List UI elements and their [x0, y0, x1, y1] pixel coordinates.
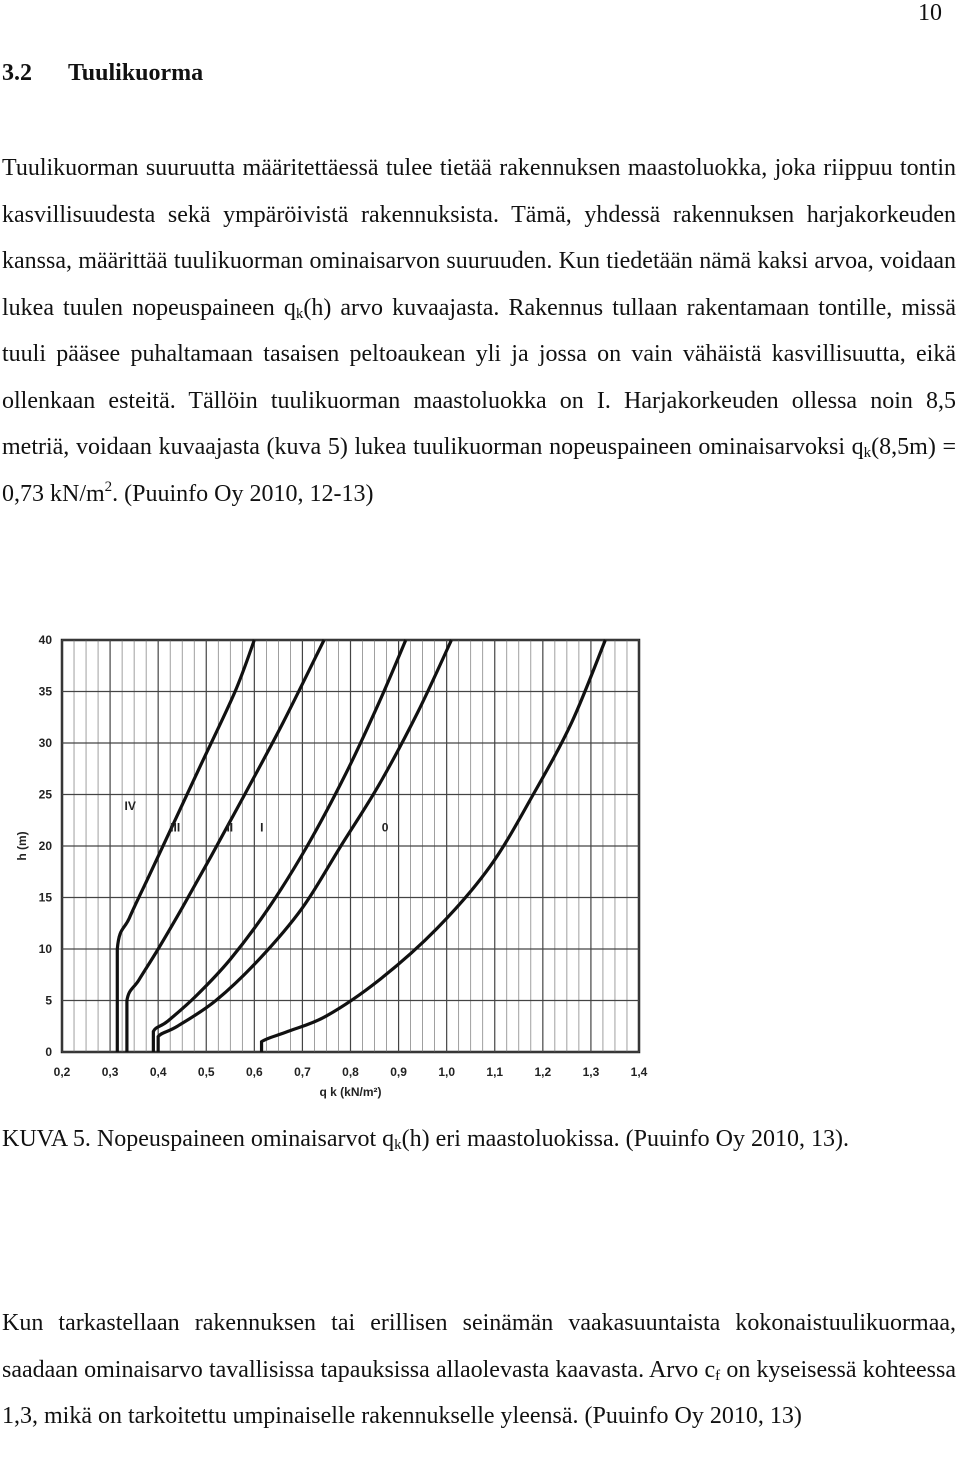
page-number: 10 [918, 0, 942, 26]
paragraph-intro [2, 145, 956, 517]
chart-svg [0, 620, 660, 1110]
section-title: Tuulikuorma [68, 60, 204, 86]
y-tick-label: 20 [38, 839, 52, 853]
paragraph-total-load-text-1: Kun tarkastellaan rakennuksen tai erillisen seinämän vaakasuuntaista kokonaistuulikuormaa, saadaan ominaisarvo tavallisissa tapauksissa allaolevasta kaavasta. Arvo c [2, 1310, 956, 1383]
y-tick-label: 40 [38, 633, 52, 647]
paragraph-total-load [2, 1300, 956, 1440]
subscript-k: k [295, 305, 304, 322]
y-tick-label: 25 [38, 787, 52, 802]
x-tick-label: 0,2 [53, 1065, 71, 1079]
figure-caption [2, 1116, 956, 1162]
subscript-f: f [715, 1367, 721, 1384]
series-label-iv: IV [124, 798, 136, 813]
y-tick-label: 35 [38, 684, 52, 699]
x-tick-label: 0,8 [342, 1065, 359, 1079]
series-label-0: 0 [381, 820, 389, 835]
paragraph-intro-text-4: . (Puuinfo Oy 2010, 12-13) [112, 480, 374, 507]
x-tick-label: 0,3 [101, 1065, 119, 1079]
y-tick-label: 5 [45, 993, 52, 1008]
paragraph-total-load-text-2: on kyseisessä kohteessa 1,3, mikä on tarkoitettu umpinaiselle rakennukselle yleensä. (Puuinfo Oy 2010, 13) [2, 1356, 956, 1429]
series-label-iii: III [170, 820, 181, 835]
x-tick-label: 1,2 [534, 1065, 552, 1079]
subscript-k: k [394, 1137, 402, 1153]
superscript-2: 2 [104, 478, 113, 495]
y-tick-label: 15 [38, 890, 52, 905]
y-tick-label: 30 [38, 736, 52, 750]
x-tick-label: 0,6 [245, 1065, 263, 1079]
subscript-k: k [863, 445, 872, 461]
y-tick-label: 0 [45, 1045, 52, 1059]
y-axis-label: h (m) [15, 831, 29, 861]
section-number: 3.2 [2, 60, 32, 86]
x-tick-label: 1,3 [582, 1065, 600, 1079]
section-heading [2, 60, 203, 87]
caption-text-2: (h) eri maastoluokissa. (Puuinfo Oy 2010, 13). [401, 1126, 849, 1152]
x-tick-label: 0,9 [390, 1065, 407, 1079]
x-tick-label: 0,5 [197, 1065, 215, 1079]
series-label-i: I [260, 820, 264, 835]
paragraph-intro-text-2: (h) arvo kuvaajasta. Rakennus tullaan rakentamaan tontille, missä tuuli pääsee puhaltamaan tasaisen peltoaukean yli ja jossa on vain vähäistä kasvillisuutta, eikä ollenkaan esteitä. Tällöin tuulikuorman maastoluokka on I. Harjakorkeuden ollessa noin 8,5 metriä, voidaan kuvaajasta (kuva 5) lukea tuulikuorman nopeuspaineen ominaisarvoksi q [2, 294, 957, 460]
x-tick-label: 1,0 [438, 1065, 456, 1079]
series-label-ii: II [226, 820, 234, 835]
paragraph-intro-text-1: Tuulikuorman suuruutta määritettäessä tulee tietää rakennuksen maastoluokka, joka riippuu tontin kasvillisuudesta sekä ympäröivistä rakennuksista. Tämä, yhdessä rakennuksen harjakorkeuden kanssa, määrittää tuulikuorman ominaisarvon suuruuden. Kun tiedetään nämä kaksi arvoa, voidaan lukea tuulen nopeuspaineen q [2, 155, 956, 321]
x-tick-label: 0,4 [149, 1065, 167, 1079]
y-tick-label: 10 [38, 942, 52, 956]
paragraph-intro-text-3: (8,5m) = 0,73 kN/m [2, 434, 956, 507]
x-tick-label: 1,1 [486, 1065, 504, 1079]
x-axis-label: q k (kN/m²) [319, 1085, 382, 1099]
x-tick-label: 1,4 [630, 1065, 648, 1079]
caption-text-1: KUVA 5. Nopeuspaineen ominaisarvot q [2, 1126, 395, 1152]
x-tick-label: 0,7 [294, 1065, 311, 1079]
wind-pressure-chart [0, 620, 660, 1110]
